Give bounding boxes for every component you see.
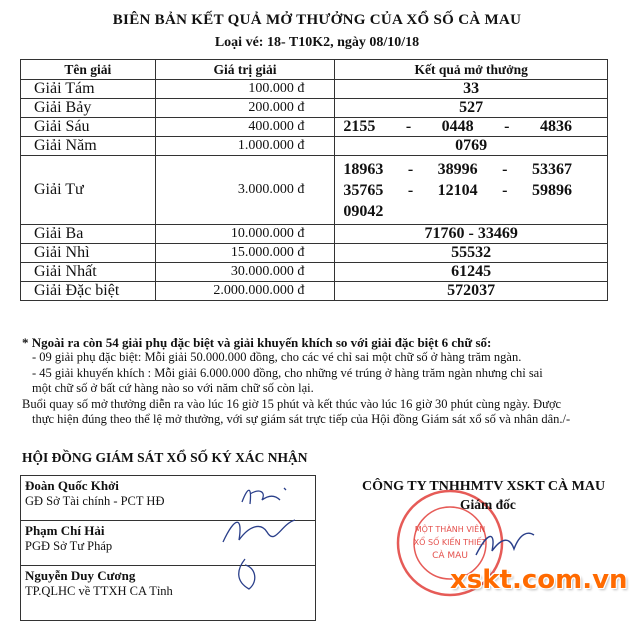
member-name: Nguyễn Duy Cương (25, 568, 136, 583)
watermark: xskt.com.vn (450, 565, 628, 595)
member-role: PGĐ Sở Tư Pháp (25, 539, 113, 553)
table-row (21, 99, 608, 118)
column-header-result: Kết quả mở thưởng (335, 60, 608, 80)
prize-value: 3.000.000 đ (155, 156, 335, 225)
prize-name: Giải Sáu (21, 118, 156, 137)
member-name: Phạm Chí Hải (25, 523, 105, 538)
signature-3 (215, 555, 275, 595)
results-table (20, 59, 608, 301)
table-row (21, 282, 608, 301)
result-number: 0448 (441, 118, 474, 135)
prize-result: 61245 (335, 263, 608, 282)
signature-1 (236, 478, 306, 512)
result-number: 18963 (343, 160, 384, 178)
prize-result: 572037 (335, 282, 608, 301)
prize-name: Giải Ba (21, 225, 156, 244)
notes-paragraph: thực hiện đúng theo thể lệ mở thưởng, với sự giám sát trực tiếp của Hội đồng Giám sát xổ số và nhân dân./- (32, 412, 571, 427)
notes-line: - 09 giải phụ đặc biệt: Mỗi giải 50.000.000 đồng, cho các vé chỉ sai một chữ số ở hàng trăm ngàn. (32, 350, 522, 365)
notes-line: một chữ số ở bất cứ hàng nào so với năm chữ số còn lại. (32, 381, 314, 396)
prize-value: 400.000 đ (155, 118, 335, 137)
table-row (21, 137, 608, 156)
document-subtitle: Loại vé: 18- T10K2, ngày 08/10/18 (214, 35, 420, 50)
stamp-line: MỘT THÀNH VIÊN (414, 525, 486, 534)
prize-result: 71760 - 33469 (335, 225, 608, 244)
director-title: Giám đốc (460, 497, 516, 512)
prize-name: Giải Tám (21, 80, 156, 99)
notes-paragraph: Buổi quay số mở thưởng diễn ra vào lúc 16 giờ 15 phút và kết thúc vào lúc 16 giờ 30 phút cùng ngày. Được (22, 396, 562, 411)
prize-result: 33 (335, 80, 608, 99)
prize-result: 55532 (335, 244, 608, 263)
signature-2 (215, 512, 305, 552)
prize-value: 2.000.000.000 đ (155, 282, 335, 301)
result-number: 4836 (539, 118, 572, 135)
prize-name: Giải Bảy (21, 99, 156, 118)
column-header-prize: Tên giải (21, 60, 156, 80)
prize-name: Giải Đặc biệt (21, 282, 156, 301)
stamp-line: CÀ MAU (432, 551, 468, 561)
member-name: Đoàn Quốc Khởi (25, 478, 119, 493)
prize-name: Giải Nhì (21, 244, 156, 263)
stamp-line: XỔ SỐ KIẾN THIẾT (413, 538, 487, 547)
prize-value: 200.000 đ (155, 99, 335, 118)
prize-name: Giải Năm (21, 137, 156, 156)
prize-result: 18963 - 38996 - 53367 35765 - 12104 - 59896 09042 (335, 156, 608, 225)
table-row (21, 80, 608, 99)
prize-value: 15.000.000 đ (155, 244, 335, 263)
table-row (21, 263, 608, 282)
prize-value: 30.000.000 đ (155, 263, 335, 282)
result-number: 12104 (437, 181, 478, 199)
prize-result: 2155 - 0448 - 4836 (335, 118, 608, 137)
prize-value: 100.000 đ (155, 80, 335, 99)
result-number: 35765 (343, 181, 384, 199)
document-title: BIÊN BẢN KẾT QUẢ MỞ THƯỞNG CỦA XỔ SỐ CÀ MAU (112, 12, 522, 28)
column-header-value: Giá trị giải (155, 60, 335, 80)
table-row (21, 156, 608, 225)
prize-name: Giải Nhất (21, 263, 156, 282)
result-number: 38996 (437, 160, 478, 178)
result-number: 33469 (477, 225, 518, 242)
prize-result: 527 (335, 99, 608, 118)
prize-value: 1.000.000 đ (155, 137, 335, 156)
company-name: CÔNG TY TNHHMTV XSKT CÀ MAU (362, 479, 606, 494)
table-row (21, 118, 608, 137)
director-signature (470, 525, 540, 565)
result-number: 71760 (424, 225, 465, 242)
member-role: TP.QLHC về TTXH CA Tỉnh (25, 584, 173, 598)
result-number: 2155 (343, 118, 376, 135)
notes-section (22, 335, 612, 427)
result-number: 09042 (343, 202, 384, 220)
table-row (21, 244, 608, 263)
prize-result: 0769 (335, 137, 608, 156)
notes-line: - 45 giải khuyến khích : Mỗi giải 6.000.000 đồng, cho những vé trúng ở hàng trăm ngàn nhưng chỉ sai (32, 365, 543, 380)
member-role: GĐ Sở Tài chính - PCT HĐ (25, 494, 165, 508)
result-number: 59896 (531, 181, 572, 199)
table-header-row (21, 60, 608, 80)
notes-lead: * Ngoài ra còn 54 giải phụ đặc biệt và giải khuyến khích so với giải đặc biệt 6 chữ số: (22, 335, 492, 350)
prize-name: Giải Tư (21, 156, 156, 225)
table-row (21, 225, 608, 244)
prize-value: 10.000.000 đ (155, 225, 335, 244)
result-number: 53367 (531, 160, 572, 178)
council-heading: HỘI ĐỒNG GIÁM SÁT XỔ SỐ KÝ XÁC NHẬN (22, 450, 308, 465)
